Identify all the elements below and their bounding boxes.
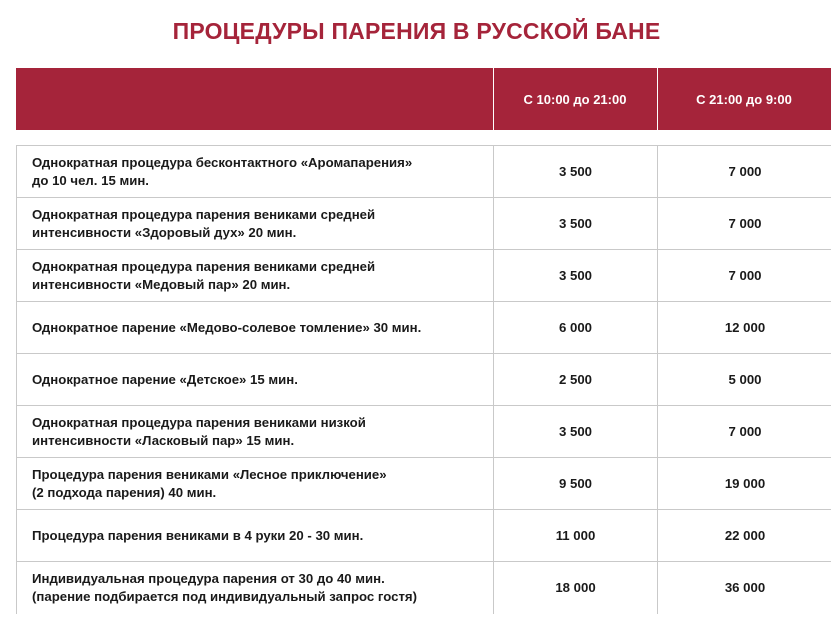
price-day: 11 000 bbox=[494, 510, 658, 561]
procedure-name: Однократное парение «Медово-солевое томление» 30 мин. bbox=[17, 302, 494, 353]
table-row bbox=[16, 354, 831, 406]
price-day: 3 500 bbox=[494, 198, 658, 249]
header-night-column: С 21:00 до 9:00 bbox=[696, 91, 792, 107]
table-row bbox=[16, 146, 831, 198]
price-night: 36 000 bbox=[724, 580, 766, 595]
page-title: ПРОЦЕДУРЫ ПАРЕНИЯ В РУССКОЙ БАНЕ bbox=[172, 18, 661, 44]
price-night: 5 000 bbox=[728, 371, 762, 387]
price-night: 7 000 bbox=[728, 267, 762, 283]
price-night: 7 000 bbox=[728, 163, 762, 179]
table-row bbox=[16, 562, 831, 614]
price-night: 7 000 bbox=[728, 423, 762, 439]
price-day: 6 000 bbox=[494, 302, 658, 353]
price-day: 2 500 bbox=[494, 354, 658, 405]
price-night: 19 000 bbox=[724, 475, 766, 491]
header-day-column: С 10:00 до 21:00 bbox=[523, 91, 627, 107]
price-table bbox=[16, 145, 831, 614]
procedure-name: Однократная процедура парения вениками средней интенсивности «Медовый пар» 20 мин. bbox=[17, 250, 494, 301]
table-row bbox=[16, 458, 831, 510]
table-row bbox=[16, 302, 831, 354]
price-day: 18 000 bbox=[494, 562, 658, 614]
table-row bbox=[16, 198, 831, 250]
procedure-name: Процедура парения вениками «Лесное приключение» (2 подхода парения) 40 мин. bbox=[17, 458, 494, 509]
price-night: 7 000 bbox=[728, 215, 762, 231]
procedure-name: Однократная процедура бесконтактного «Аромапарения» до 10 чел. 15 мин. bbox=[17, 146, 494, 197]
procedure-name: Однократная процедура парения вениками средней интенсивности «Здоровый дух» 20 мин. bbox=[17, 198, 494, 249]
price-day: 3 500 bbox=[494, 250, 658, 301]
price-night: 12 000 bbox=[724, 319, 766, 335]
table-row bbox=[16, 250, 831, 302]
price-day: 3 500 bbox=[494, 406, 658, 457]
table-header bbox=[16, 68, 831, 130]
price-day: 9 500 bbox=[494, 458, 658, 509]
table-row bbox=[16, 406, 831, 458]
price-day: 3 500 bbox=[494, 146, 658, 197]
procedure-name: Индивидуальная процедура парения от 30 до 40 мин. (парение подбирается под индивидуальный запрос гостя) bbox=[17, 562, 494, 614]
procedure-name: Процедура парения вениками в 4 руки 20 - 30 мин. bbox=[17, 510, 494, 561]
procedure-name: Однократная процедура парения вениками низкой интенсивности «Ласковый пар» 15 мин. bbox=[17, 406, 494, 457]
table-row bbox=[16, 510, 831, 562]
procedure-name: Однократное парение «Детское» 15 мин. bbox=[17, 354, 494, 405]
price-night: 22 000 bbox=[724, 527, 766, 543]
